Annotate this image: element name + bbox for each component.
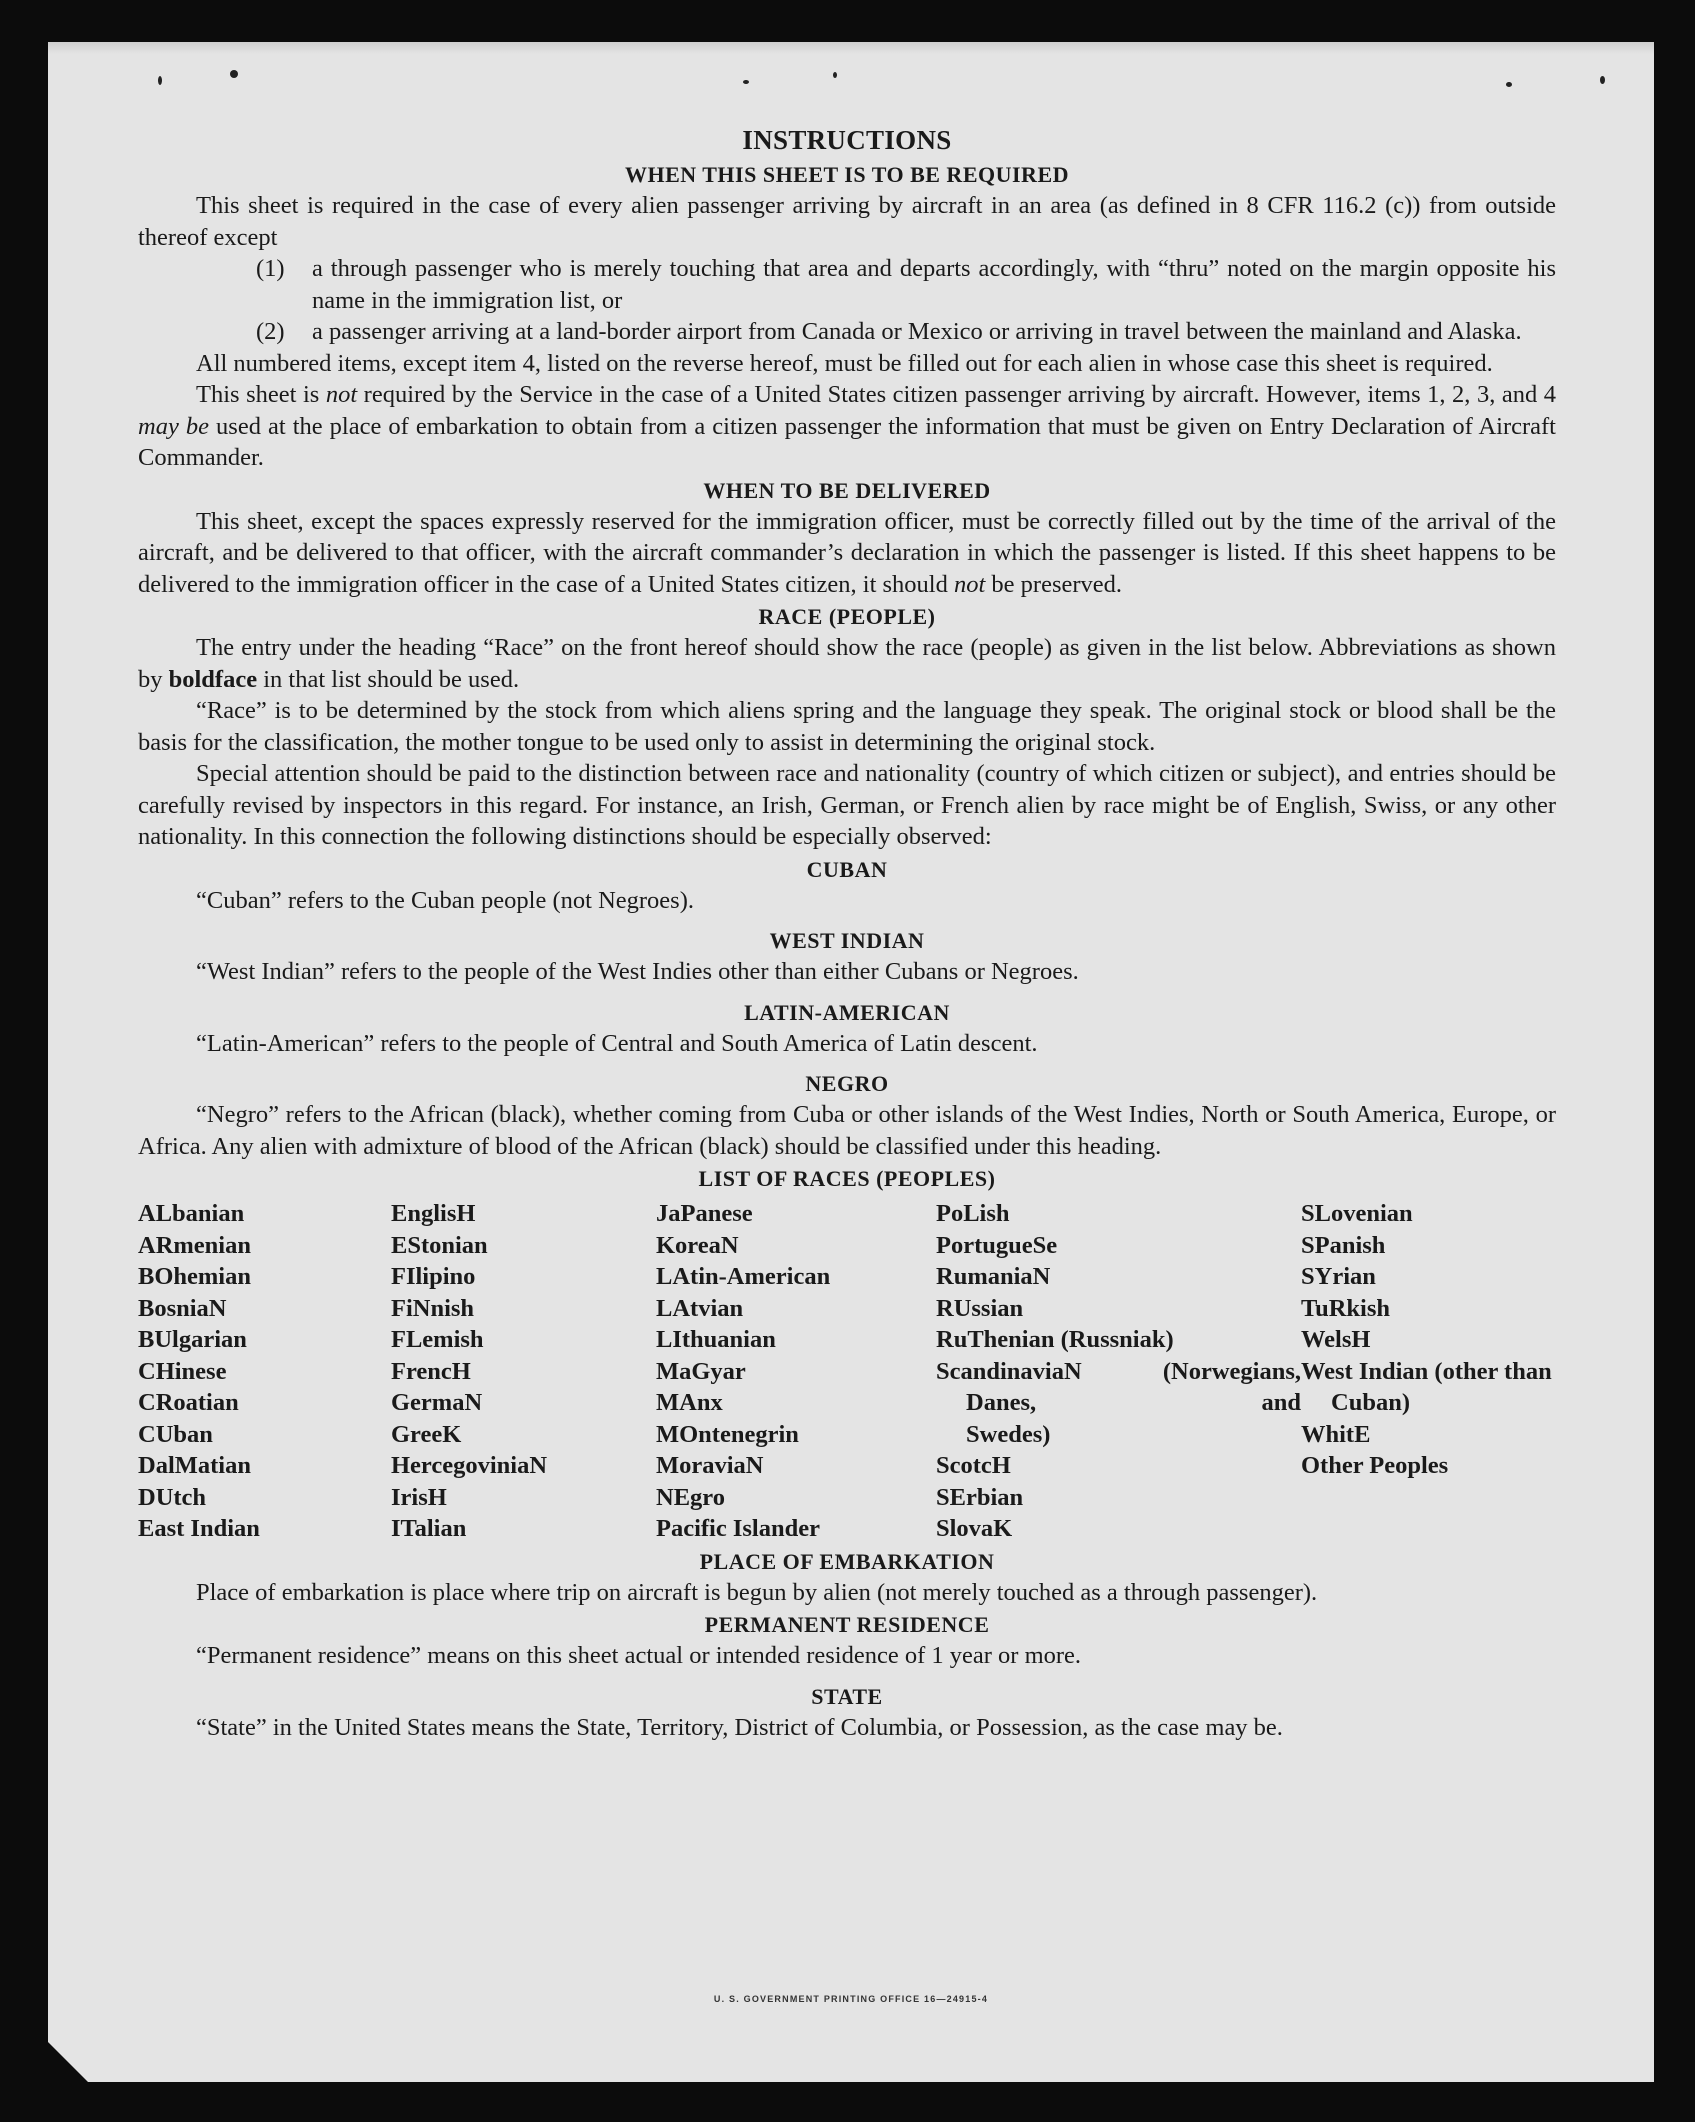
race-entry: CRoatian	[138, 1389, 239, 1416]
heading-latin-american: LATIN-AMERICAN	[744, 999, 950, 1025]
latin-american-definition: “Latin-American” refers to the people of Central and South America of Latin descent.	[196, 1029, 1038, 1057]
race-entry: ARmenian	[138, 1231, 251, 1259]
heading-when-delivered: WHEN TO BE DELIVERED	[703, 477, 991, 503]
race-entry: PortugueSe	[936, 1231, 1058, 1259]
speck	[158, 76, 162, 85]
race-entry: CHinese	[138, 1357, 227, 1385]
heading-embarkation: PLACE OF EMBARKATION	[699, 1548, 995, 1574]
text-run: This sheet is	[196, 381, 320, 408]
race-entry: RuThenian (Russniak)	[936, 1326, 1174, 1353]
race-entry: MaGyar	[656, 1357, 746, 1385]
race-entry: IrisH	[391, 1483, 447, 1511]
race-entry: PoLish	[936, 1200, 1010, 1227]
race-entry: HercegoviniaN	[391, 1452, 548, 1479]
speck	[1506, 82, 1512, 87]
race-entry: SlovaK	[936, 1515, 1013, 1542]
race-entry: East Indian	[138, 1515, 260, 1542]
race-entry: RUssian	[936, 1294, 1024, 1322]
item-number: (2)	[256, 318, 285, 345]
race-entry: EStonian	[391, 1231, 488, 1259]
race-entry: Other Peoples	[1301, 1452, 1449, 1479]
race-entry: West Indian (other than Cuban)	[1301, 1357, 1552, 1416]
exception-item-1	[256, 253, 1556, 316]
race-entry: DalMatian	[138, 1452, 251, 1479]
race-entry: ScotcH	[936, 1452, 1011, 1479]
races-column-5	[1301, 1198, 1556, 1545]
text-run: The entry under the heading “Race” on the front hereof should show the race (people) as given in the list below. Abbreviations as shown by	[138, 634, 1556, 693]
text-run: required by the Service in the case of a United States citizen passenger arriving by aircraft. However, items 1, 2, 3, and 4	[363, 381, 1556, 408]
race-entry: BOhemian	[138, 1263, 251, 1290]
when-required-intro: This sheet is required in the case of every alien passenger arriving by aircraft in an area (as defined in 8 CFR 116.2 (c)) from outside thereof except	[138, 192, 1556, 251]
races-table	[138, 1198, 1556, 1545]
cuban-definition: “Cuban” refers to the Cuban people (not Negroes).	[196, 886, 694, 914]
west-indian-definition: “West Indian” refers to the people of the West Indies other than either Cubans or Negroes.	[196, 958, 1079, 985]
document-sheet	[48, 42, 1654, 2082]
item-number: (1)	[256, 255, 285, 282]
race-paragraph-1	[138, 632, 1556, 695]
race-entry: WelsH	[1301, 1326, 1371, 1353]
speck	[1600, 76, 1605, 84]
bold-run: boldface	[168, 665, 258, 693]
race-entry: JaPanese	[656, 1200, 753, 1227]
race-entry: BosniaN	[138, 1294, 227, 1322]
race-paragraph-3: Special attention should be paid to the distinction between race and nationality (country of which citizen or subject), and entries should be carefully revised by inspectors in this regard. For instance, an Irish, German, or French alien by race might be of English, Swiss, or any other nationality. In this connection the following distinctions should be especially observed:	[138, 760, 1556, 850]
race-entry: FiNnish	[391, 1294, 475, 1322]
race-entry: GreeK	[391, 1420, 462, 1448]
delivery-paragraph	[138, 506, 1556, 601]
heading-race: RACE (PEOPLE)	[758, 604, 936, 629]
race-entry: DUtch	[138, 1483, 207, 1511]
residence-definition: “Permanent residence” means on this sheet actual or intended residence of 1 year or more.	[196, 1642, 1082, 1669]
instructions-content	[138, 122, 1556, 1743]
item-text: a through passenger who is merely touching that area and departs accordingly, with “thru” noted on the margin opposite his name in the immigration list, or	[312, 255, 1556, 314]
numbered-items-paragraph: All numbered items, except item 4, listed on the reverse hereof, must be filled out for each alien in whose case this sheet is required.	[196, 349, 1493, 377]
race-entry: MOntenegrin	[656, 1420, 799, 1448]
item-text: a passenger arriving at a land-border airport from Canada or Mexico or arriving in travel between the mainland and Alaska.	[312, 318, 1522, 345]
race-entry: ITalian	[391, 1515, 467, 1542]
torn-corner	[48, 2042, 88, 2082]
text-run: in that list should be used.	[263, 665, 520, 693]
race-entry: GermaN	[391, 1389, 483, 1416]
heading-when-required: WHEN THIS SHEET IS TO BE REQUIRED	[624, 162, 1070, 187]
state-definition: “State” in the United States means the State, Territory, District of Columbia, or Possession, as the case may be.	[196, 1713, 1283, 1741]
race-entry: FrencH	[391, 1357, 471, 1385]
exception-item-2	[256, 316, 1556, 348]
races-column-1	[138, 1198, 391, 1545]
race-entry: RumaniaN	[936, 1263, 1051, 1290]
race-entry: Swedes)	[966, 1420, 1051, 1448]
negro-definition: “Negro” refers to the African (black), whether coming from Cuba or other islands of the West Indies, North or South America, Europe, or Africa. Any alien with admixture of blood of the African (black) should be classified under this heading.	[138, 1101, 1556, 1160]
race-entry: LAtvian	[656, 1294, 744, 1322]
heading-state: STATE	[811, 1683, 883, 1709]
race-entry: SYrian	[1301, 1263, 1376, 1290]
heading-negro: NEGRO	[805, 1071, 889, 1096]
sheet-top-edge	[48, 42, 1654, 54]
italic-run: may be	[138, 412, 209, 440]
speck	[743, 80, 749, 84]
heading-list-of-races: LIST OF RACES (PEOPLES)	[698, 1166, 996, 1191]
race-entry: LIthuanian	[656, 1326, 776, 1353]
printing-office-imprint: U. S. GOVERNMENT PRINTING OFFICE 16—24915-4	[713, 1994, 989, 2004]
race-entry: ALbanian	[138, 1200, 245, 1227]
race-entry: FLemish	[391, 1326, 484, 1353]
race-entry: TuRkish	[1301, 1294, 1391, 1322]
speck	[230, 70, 238, 78]
race-entry: NEgro	[656, 1483, 725, 1511]
embarkation-definition: Place of embarkation is place where trip on aircraft is begun by alien (not merely touched as a through passenger).	[196, 1578, 1318, 1606]
heading-permanent-residence: PERMANENT RESIDENCE	[704, 1612, 990, 1637]
race-entry: Pacific Islander	[656, 1515, 820, 1542]
text-run: be preserved.	[991, 570, 1123, 598]
race-paragraph-2: “Race” is to be determined by the stock from which aliens spring and the language they speak. The original stock or blood shall be the basis for the classification, the mother tongue to be used only to assist in determining the original stock.	[138, 697, 1556, 756]
speck	[833, 72, 837, 78]
citizen-paragraph	[138, 379, 1556, 474]
text-run: used at the place of embarkation to obtain from a citizen passenger the information that must be given on Entry Declaration of Aircraft Commander.	[138, 412, 1556, 471]
races-column-2	[391, 1198, 656, 1545]
races-column-3	[656, 1198, 936, 1545]
race-entry: WhitE	[1301, 1420, 1371, 1448]
race-entry: LAtin-American	[656, 1263, 831, 1290]
race-entry: CUban	[138, 1420, 213, 1448]
race-entry: MoraviaN	[656, 1452, 764, 1479]
heading-west-indian: WEST INDIAN	[769, 928, 925, 953]
race-entry: SPanish	[1301, 1231, 1386, 1259]
race-entry: MAnx	[656, 1389, 723, 1416]
race-entry: SErbian	[936, 1483, 1024, 1511]
race-entry: ScandinaviaN (Norwegians, Danes, and	[936, 1357, 1301, 1416]
race-entry: FIlipino	[391, 1263, 476, 1290]
race-entry: BUlgarian	[138, 1326, 247, 1353]
heading-cuban: CUBAN	[806, 856, 888, 882]
page-title: INSTRUCTIONS	[742, 125, 952, 155]
race-entry: EnglisH	[391, 1200, 476, 1227]
italic-run: not	[953, 570, 986, 598]
race-entry: SLovenian	[1301, 1200, 1413, 1227]
italic-run: not	[325, 381, 358, 408]
races-column-4	[936, 1198, 1301, 1545]
race-entry: KoreaN	[656, 1231, 739, 1259]
text-run: This sheet, except the spaces expressly reserved for the immigration officer, must be correctly filled out by the time of the arrival of the aircraft, and be delivered to that officer, with the aircraft commander’s declaration in which the passenger is listed. If this sheet happens to be delivered to the immigration officer in the case of a United States citizen, it should	[138, 507, 1556, 598]
